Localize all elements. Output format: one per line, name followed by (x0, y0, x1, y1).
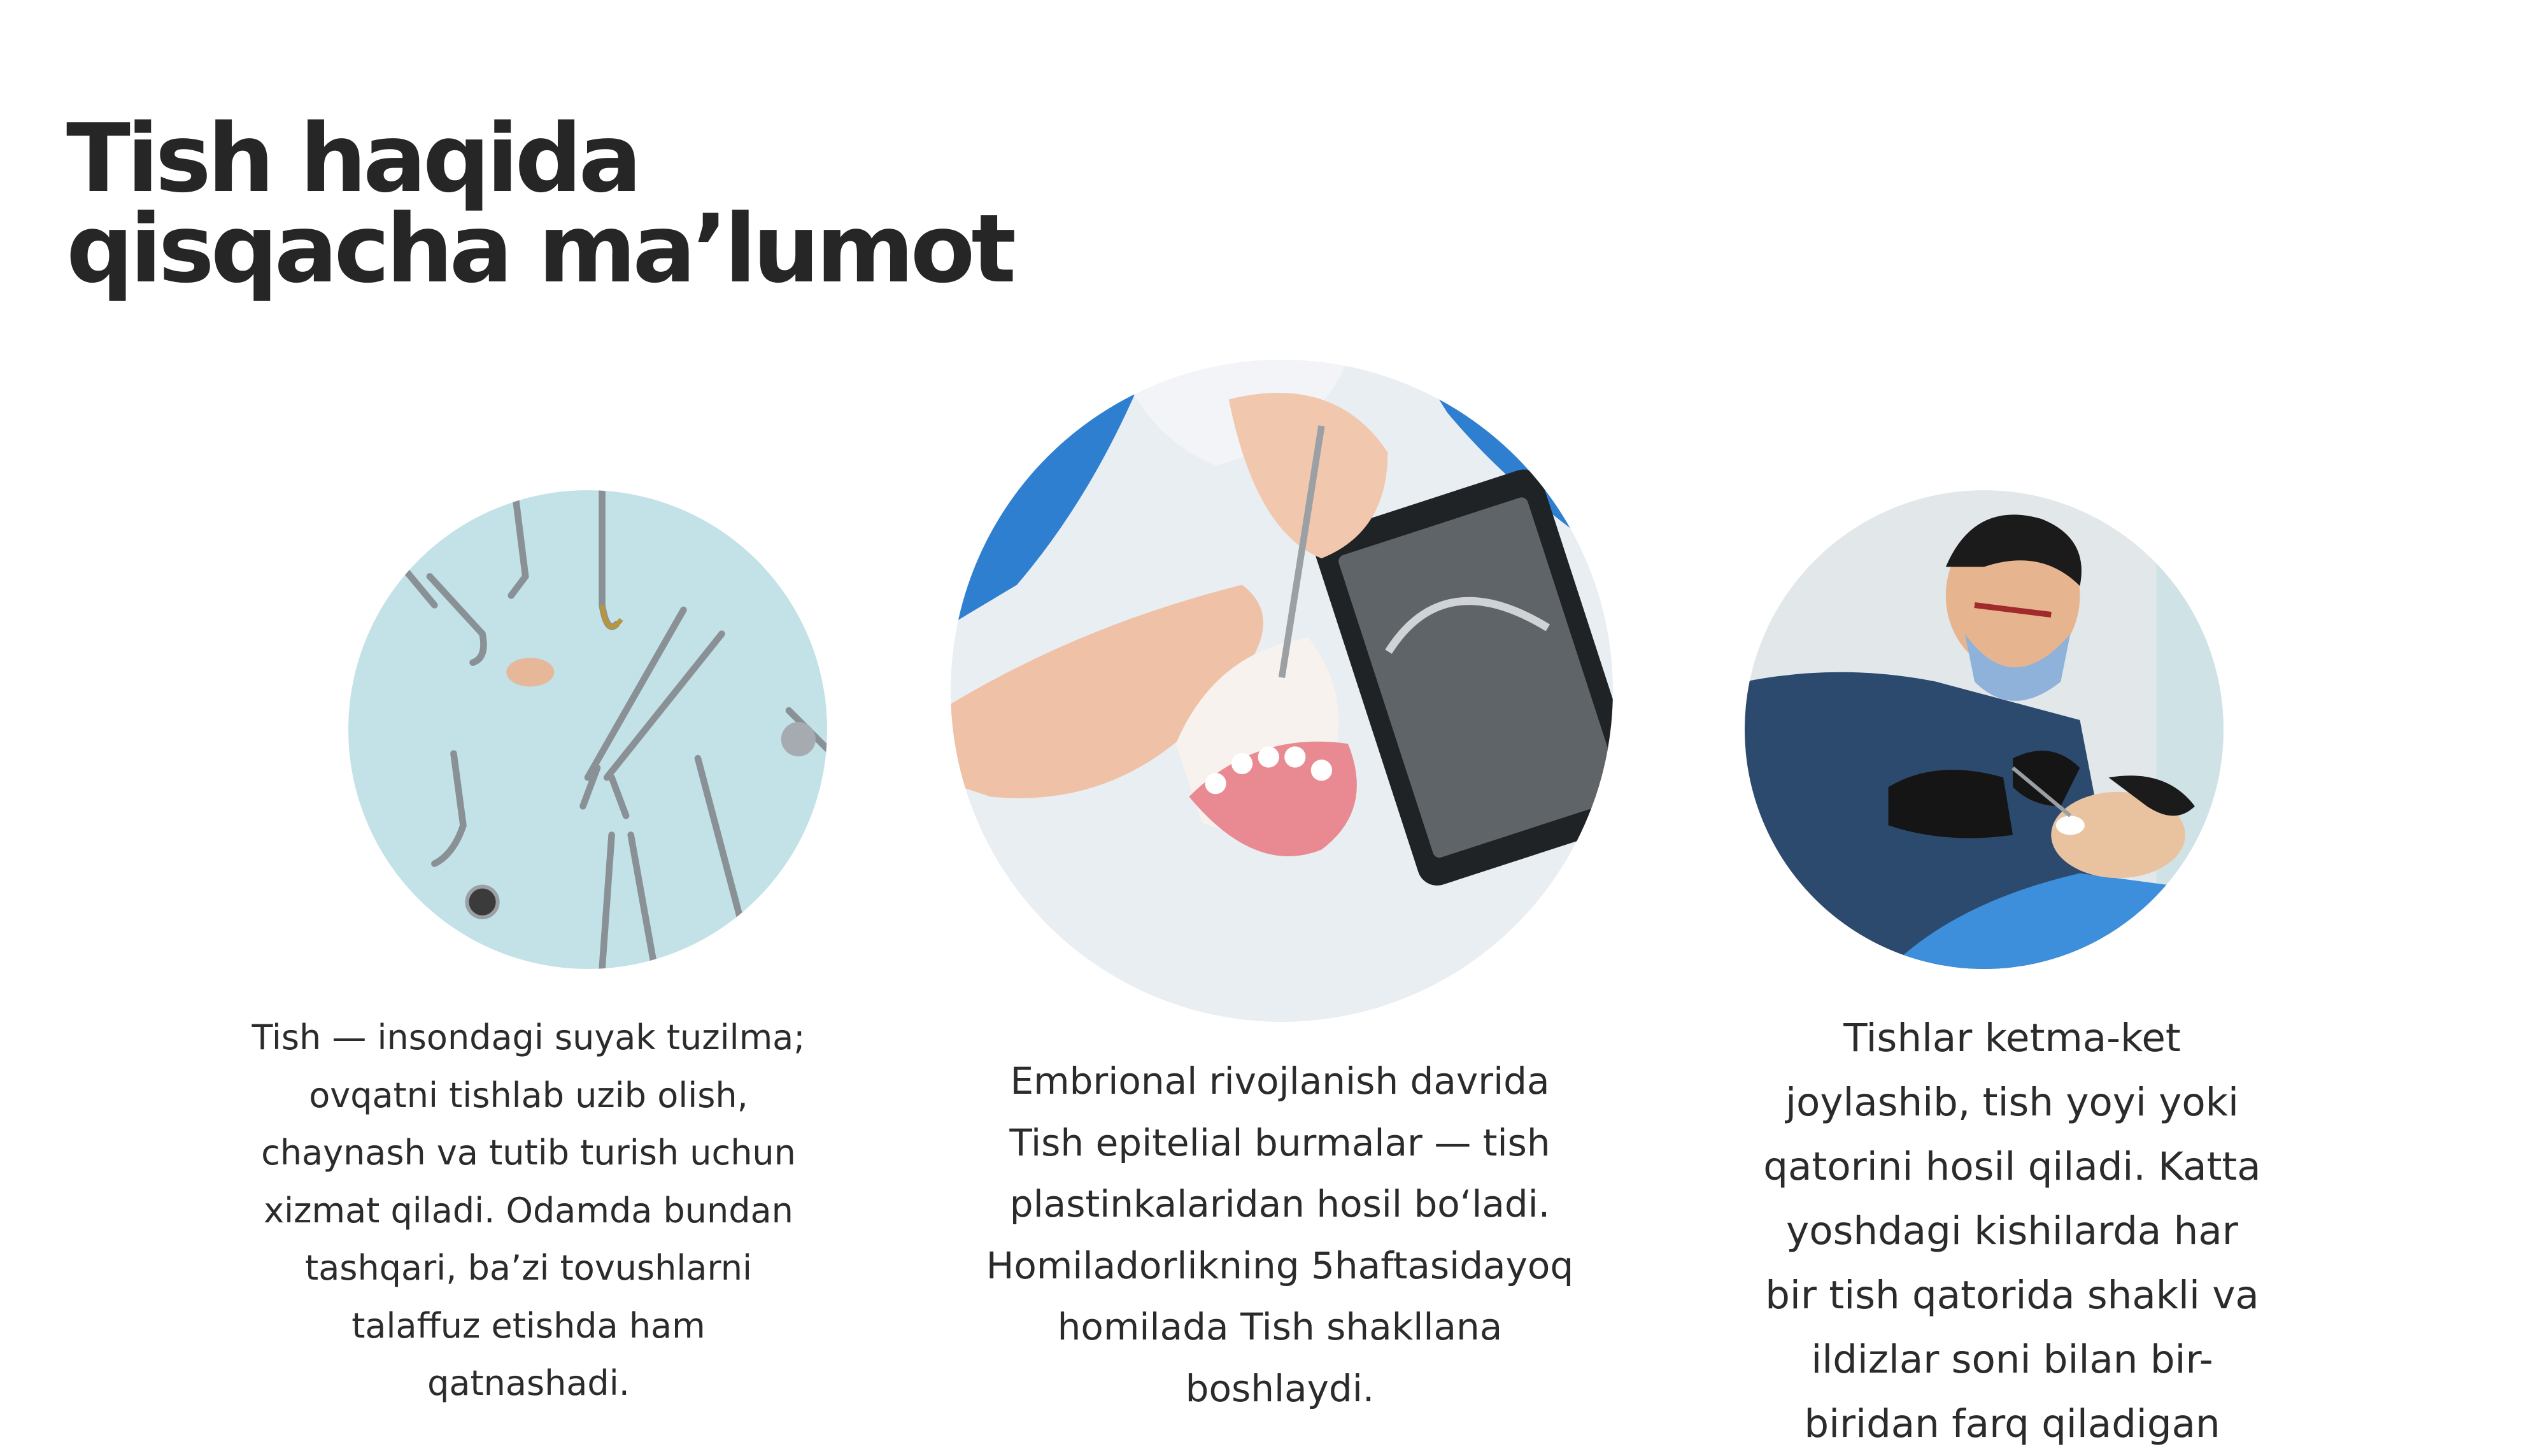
caption-3-line: ildizlar soni bilan bir- (1811, 1337, 2213, 1382)
slide-title-line-1: Tish haqida (66, 104, 639, 213)
caption-3-line: Tishlar ketma-ket (1843, 1015, 2181, 1061)
caption-2-line: boshlaydi. (1185, 1366, 1375, 1410)
dental-instruments-photo (348, 490, 827, 969)
caption-3-line: bir tish qatorida shakli va (1765, 1273, 2259, 1318)
caption-3-line: qatorini hosil qiladi. Katta (1763, 1144, 2261, 1189)
caption-2-line: plastinkalaridan hosil bo‘ladi. (1009, 1182, 1550, 1226)
denture-model-illustration (951, 360, 1613, 1022)
caption-embryonic-development (917, 1050, 1643, 1419)
caption-3-line: yoshdagi kishilarda har (1786, 1208, 2238, 1254)
denture-model-photo (951, 360, 1613, 1022)
caption-tooth-arrangement (1694, 1006, 2331, 1456)
caption-3-line: biridan farq qiladigan (1804, 1401, 2220, 1446)
caption-2-line: Embrional rivojlanish davrida (1010, 1059, 1550, 1103)
caption-1-line: talaffuz etishda ham (351, 1305, 706, 1346)
caption-tooth-definition (210, 1009, 847, 1413)
slide-title (66, 104, 1013, 304)
dental-instruments-illustration (348, 490, 827, 969)
caption-1-line: chaynash va tutib turish uchun (261, 1133, 796, 1173)
caption-3-line: joylashib, tish yoyi yoki (1785, 1080, 2239, 1125)
caption-2-line: homilada Tish shakllana (1057, 1305, 1503, 1348)
caption-2-line: Homiladorlikning 5haftasidayoq (986, 1243, 1574, 1287)
caption-1-line: Tish — insondagi suyak tuzilma; (252, 1017, 805, 1057)
slide-title-line-2: qisqacha ma’lumot (66, 194, 1013, 304)
caption-1-line: qatnashadi. (427, 1363, 630, 1403)
caption-1-line: xizmat qiladi. Odamda bundan (264, 1190, 793, 1231)
dentist-treating-patient-photo (1745, 490, 2224, 969)
caption-2-line: Tish epitelial burmalar — tish (1009, 1120, 1550, 1164)
caption-1-line: ovqatni tishlab uzib olish, (309, 1075, 748, 1115)
caption-1-line: tashqari, ba’zi tovushlarni (305, 1248, 752, 1288)
dentist-treating-patient-illustration (1745, 490, 2224, 969)
